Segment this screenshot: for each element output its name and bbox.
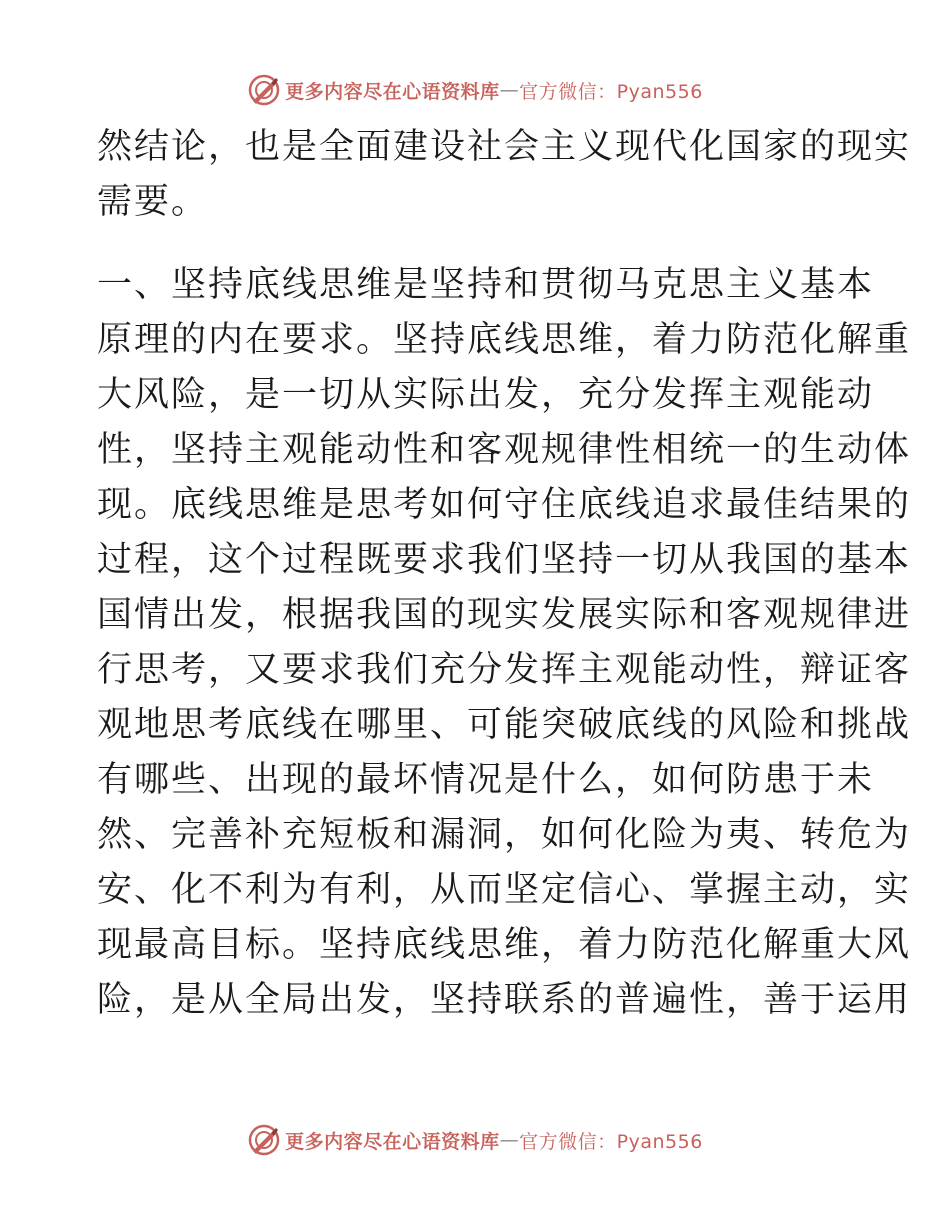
text-line: 现。底线思维是思考如何守住底线追求最佳结果的 bbox=[97, 485, 912, 525]
text-line: 然结论，也是全面建设社会主义现代化国家的现实 bbox=[97, 127, 912, 167]
watermark-title: 更多内容尽在心语资料库 bbox=[285, 80, 500, 103]
paragraph-gap bbox=[97, 230, 857, 258]
header-watermark bbox=[0, 70, 950, 110]
watermark-separator: — bbox=[499, 1129, 520, 1151]
paragraph-2 bbox=[97, 258, 912, 1028]
pen-logo-icon bbox=[247, 73, 281, 107]
text-line: 安、化不利为有利，从而坚定信心、掌握主动，实 bbox=[97, 870, 912, 910]
watermark-title: 更多内容尽在心语资料库 bbox=[285, 1130, 500, 1153]
watermark-wechat: 官方微信：Pyan556 bbox=[519, 1130, 703, 1153]
text-line: 现最高目标。坚持底线思维，着力防范化解重大风 bbox=[97, 925, 912, 965]
watermark-wechat: 官方微信：Pyan556 bbox=[519, 80, 703, 103]
text-line: 大风险，是一切从实际出发，充分发挥主观能动 bbox=[97, 375, 875, 415]
text-line: 行思考，又要求我们充分发挥主观能动性，辩证客 bbox=[97, 650, 912, 690]
watermark-separator: — bbox=[499, 79, 520, 101]
text-line: 有哪些、出现的最坏情况是什么，如何防患于未 bbox=[97, 760, 875, 800]
paragraph-1 bbox=[97, 120, 912, 230]
text-line: 观地思考底线在哪里、可能突破底线的风险和挑战 bbox=[97, 705, 912, 745]
text-line: 国情出发，根据我国的现实发展实际和客观规律进 bbox=[97, 595, 912, 635]
text-line: 然、完善补充短板和漏洞，如何化险为夷、转危为 bbox=[97, 815, 912, 855]
footer-watermark bbox=[0, 1120, 950, 1160]
text-line: 性，坚持主观能动性和客观规律性相统一的生动体 bbox=[97, 430, 912, 470]
pen-logo-icon bbox=[247, 1123, 281, 1157]
text-line: 原理的内在要求。坚持底线思维，着力防范化解重 bbox=[97, 320, 912, 360]
text-line: 需要。 bbox=[97, 182, 209, 222]
text-line: 过程，这个过程既要求我们坚持一切从我国的基本 bbox=[97, 540, 912, 580]
document-body bbox=[97, 120, 912, 1028]
text-line: 一、坚持底线思维是坚持和贯彻马克思主义基本 bbox=[97, 265, 875, 305]
text-line: 险，是从全局出发，坚持联系的普遍性，善于运用 bbox=[97, 980, 912, 1020]
